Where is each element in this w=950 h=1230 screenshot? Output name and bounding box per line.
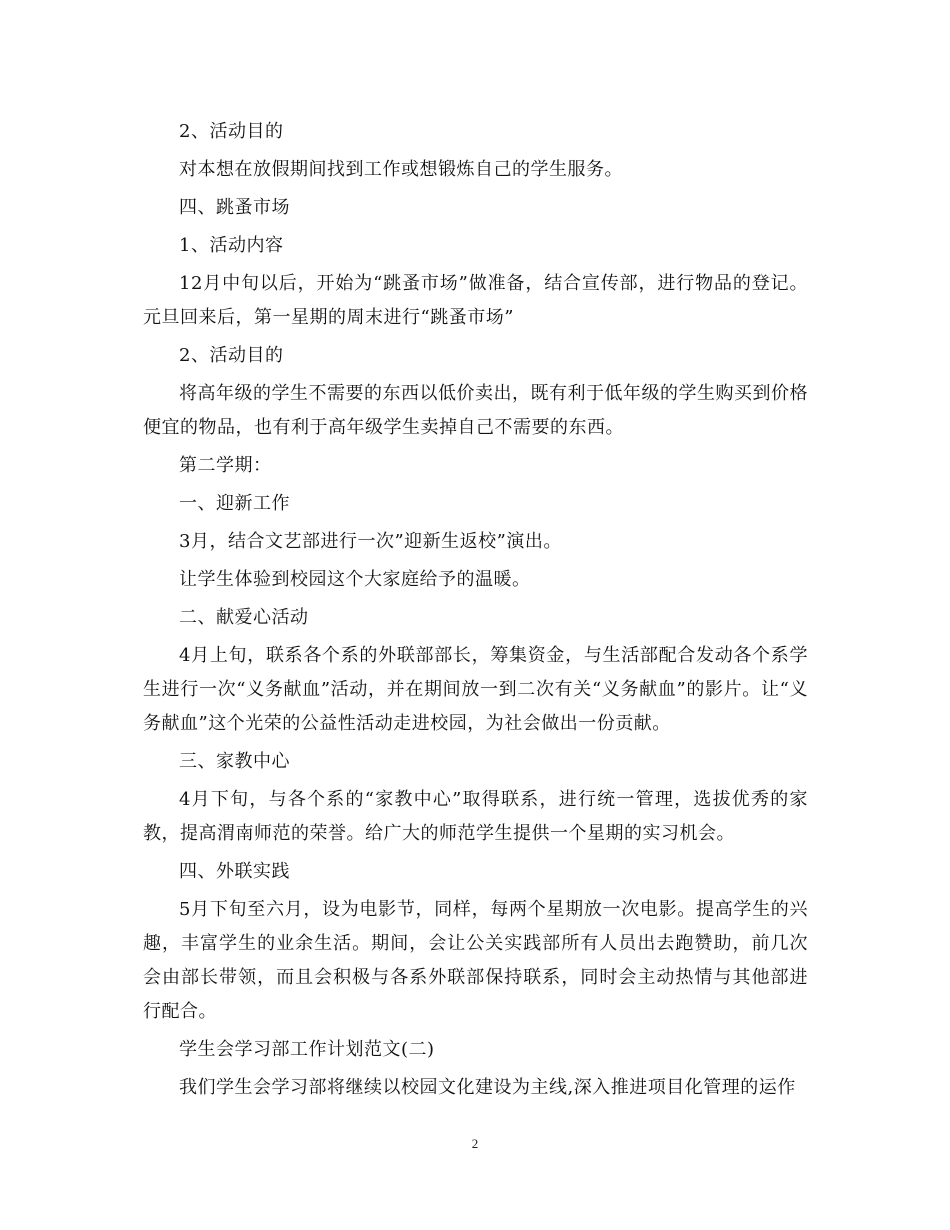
- paragraph: 4月上旬，联系各个系的外联部部长，筹集资金，与生活部配合发动各个系学生进行一次“义务献血”活动，并在期间放一到二次有关“义务献血”的影片。让“义务献血”这个光荣的公益性活动走进校园，为社会做出一份贡献。: [143, 645, 808, 734]
- heading-activity-purpose: 2、活动目的: [179, 345, 284, 366]
- heading-welcome-work: 一、迎新工作: [179, 493, 290, 514]
- paragraph: 3月，结合文艺部进行一次”迎新生返校”演出。: [179, 531, 562, 552]
- heading-second-semester: 第二学期：: [179, 455, 272, 476]
- heading-activity-purpose: 2、活动目的: [179, 121, 284, 142]
- document-body: [143, 115, 808, 1109]
- page-number: 2: [471, 1136, 479, 1151]
- paragraph: 让学生体验到校园这个大家庭给予的温暖。: [179, 569, 531, 590]
- heading-external-practice: 四、外联实践: [179, 861, 290, 882]
- section-title: 学生会学习部工作计划范文(二): [179, 1039, 435, 1060]
- paragraph: 对本想在放假期间找到工作或想锻炼自己的学生服务。: [179, 159, 623, 180]
- paragraph: 12月中旬以后，开始为“跳蚤市场”做准备，结合宣传部，进行物品的登记。元旦回来后，第一星期的周末进行“跳蚤市场”: [143, 273, 808, 328]
- paragraph: 4月下旬，与各个系的“家教中心”取得联系，进行统一管理，选拔优秀的家教，提高渭南师范的荣誉。给广大的师范学生提供一个星期的实习机会。: [143, 789, 808, 844]
- paragraph: 我们学生会学习部将继续以校园文化建设为主线,深入推进项目化管理的运作: [179, 1077, 796, 1098]
- paragraph: 将高年级的学生不需要的东西以低价卖出，既有利于低年级的学生购买到价格便宜的物品，也有利于高年级学生卖掉自己不需要的东西。: [143, 383, 808, 438]
- heading-flea-market: 四、跳蚤市场: [179, 197, 290, 218]
- heading-tutoring-center: 三、家教中心: [179, 751, 290, 772]
- paragraph: 5月下旬至六月，设为电影节，同样，每两个星期放一次电影。提高学生的兴趣，丰富学生的业余生活。期间，会让公关实践部所有人员出去跑赞助，前几次会由部长带领，而且会积极与各系外联部保持联系，同时会主动热情与其他部进行配合。: [143, 899, 808, 1022]
- heading-activity-content: 1、活动内容: [179, 235, 284, 256]
- heading-charity-activity: 二、献爱心活动: [179, 607, 309, 628]
